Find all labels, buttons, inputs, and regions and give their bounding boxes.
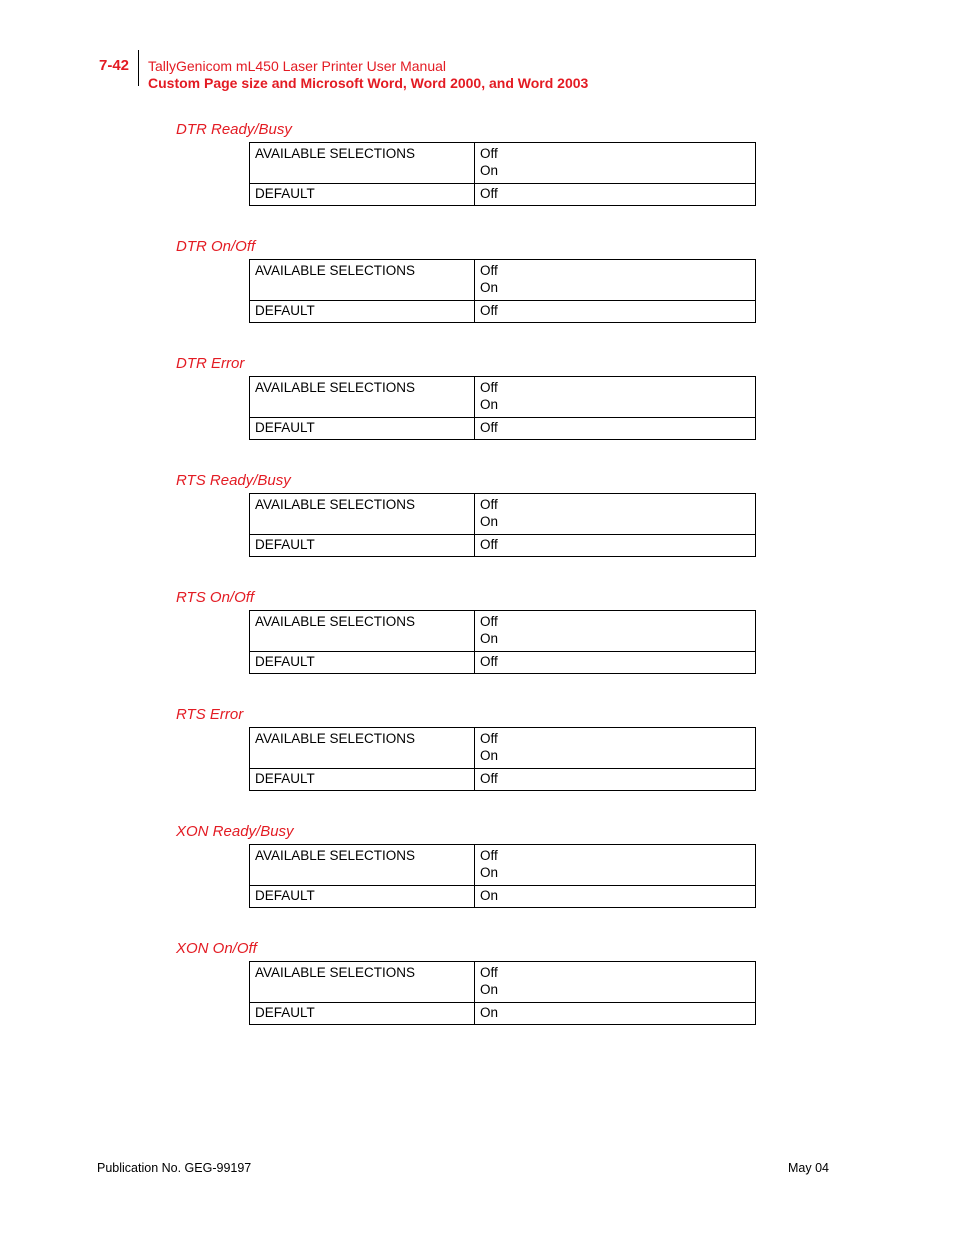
- available-value: On: [480, 280, 499, 295]
- available-selections-label: AVAILABLE SELECTIONS: [250, 611, 475, 652]
- setting-section: [0, 589, 954, 706]
- default-value: Off: [475, 301, 756, 323]
- default-label: DEFAULT: [250, 184, 475, 206]
- setting-title: XON Ready/Busy: [176, 823, 294, 840]
- publication-date: May 04: [788, 1161, 829, 1175]
- setting-title: RTS Ready/Busy: [176, 472, 291, 489]
- setting-section: [0, 238, 954, 355]
- available-value: Off: [480, 965, 498, 980]
- setting-table: [249, 844, 756, 908]
- available-selections-label: AVAILABLE SELECTIONS: [250, 377, 475, 418]
- available-value: Off: [480, 614, 498, 629]
- available-selections-label: AVAILABLE SELECTIONS: [250, 494, 475, 535]
- setting-title: RTS Error: [176, 706, 244, 723]
- available-value: On: [480, 631, 499, 646]
- default-value: Off: [475, 769, 756, 791]
- default-label: DEFAULT: [250, 652, 475, 674]
- available-value: Off: [480, 731, 498, 746]
- default-label: DEFAULT: [250, 769, 475, 791]
- setting-title: DTR On/Off: [176, 238, 256, 255]
- available-value: On: [480, 397, 499, 412]
- available-value: On: [480, 982, 499, 997]
- available-value: On: [480, 163, 499, 178]
- header-divider: [138, 50, 139, 86]
- setting-table: [249, 727, 756, 791]
- default-value: On: [475, 886, 756, 908]
- available-value: Off: [480, 848, 498, 863]
- available-selections-values: [475, 845, 756, 886]
- setting-table: [249, 142, 756, 206]
- page-number: 7-42: [99, 57, 130, 74]
- available-selections-label: AVAILABLE SELECTIONS: [250, 143, 475, 184]
- setting-title: XON On/Off: [176, 940, 257, 957]
- setting-section: [0, 121, 954, 238]
- setting-section: [0, 472, 954, 589]
- publication-number: Publication No. GEG-99197: [97, 1161, 252, 1175]
- manual-title: TallyGenicom mL450 Laser Printer User Manual: [148, 58, 447, 74]
- default-value: Off: [475, 184, 756, 206]
- available-selections-values: [475, 611, 756, 652]
- setting-section: [0, 940, 954, 1057]
- default-label: DEFAULT: [250, 1003, 475, 1025]
- available-selections-values: [475, 143, 756, 184]
- available-value: Off: [480, 497, 498, 512]
- available-selections-values: [475, 728, 756, 769]
- available-selections-values: [475, 377, 756, 418]
- setting-section: [0, 706, 954, 823]
- available-selections-label: AVAILABLE SELECTIONS: [250, 962, 475, 1003]
- setting-table: [249, 376, 756, 440]
- available-value: Off: [480, 263, 498, 278]
- available-selections-label: AVAILABLE SELECTIONS: [250, 845, 475, 886]
- setting-section: [0, 823, 954, 940]
- setting-table: [249, 610, 756, 674]
- setting-table: [249, 961, 756, 1025]
- setting-section: [0, 355, 954, 472]
- setting-table: [249, 493, 756, 557]
- default-label: DEFAULT: [250, 535, 475, 557]
- section-title: Custom Page size and Microsoft Word, Word 2000, and Word 2003: [148, 75, 589, 91]
- setting-title: RTS On/Off: [176, 589, 255, 606]
- available-value: On: [480, 865, 499, 880]
- setting-title: DTR Ready/Busy: [176, 121, 292, 138]
- default-label: DEFAULT: [250, 418, 475, 440]
- default-value: On: [475, 1003, 756, 1025]
- available-value: On: [480, 748, 499, 763]
- default-value: Off: [475, 535, 756, 557]
- available-selections-label: AVAILABLE SELECTIONS: [250, 728, 475, 769]
- available-selections-values: [475, 962, 756, 1003]
- available-selections-label: AVAILABLE SELECTIONS: [250, 260, 475, 301]
- available-value: Off: [480, 380, 498, 395]
- setting-title: DTR Error: [176, 355, 245, 372]
- available-value: On: [480, 514, 499, 529]
- available-selections-values: [475, 260, 756, 301]
- default-value: Off: [475, 652, 756, 674]
- default-value: Off: [475, 418, 756, 440]
- available-value: Off: [480, 146, 498, 161]
- default-label: DEFAULT: [250, 301, 475, 323]
- default-label: DEFAULT: [250, 886, 475, 908]
- available-selections-values: [475, 494, 756, 535]
- setting-table: [249, 259, 756, 323]
